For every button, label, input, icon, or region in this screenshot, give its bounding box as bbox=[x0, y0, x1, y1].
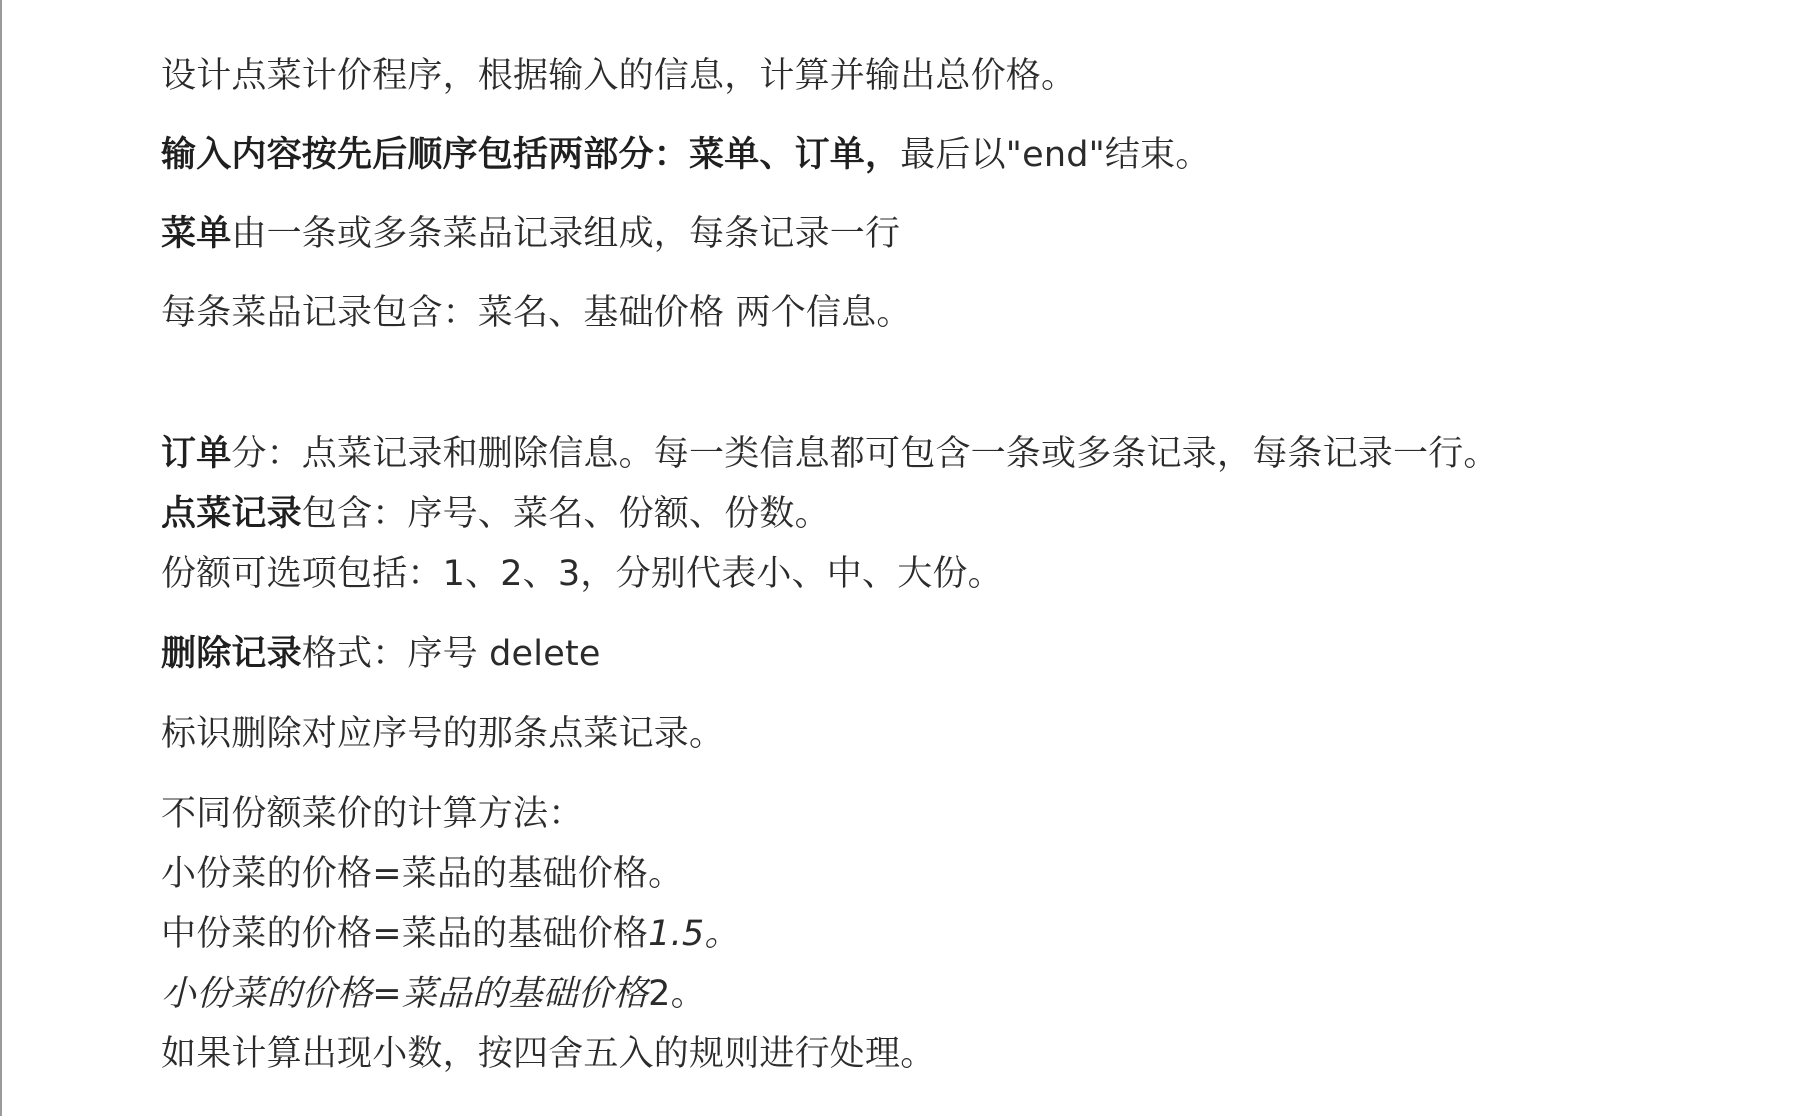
cut-off-next-line bbox=[161, 1100, 721, 1116]
paragraph-medium-price bbox=[161, 912, 740, 956]
order-bold: 订单 bbox=[161, 434, 232, 474]
order-text: 分：点菜记录和删除信息。每一类信息都可包含一条或多条记录，每条记录一行。 bbox=[231, 434, 1499, 474]
paragraph-large-price bbox=[161, 972, 706, 1016]
paragraph-order bbox=[161, 432, 1499, 476]
delete-record-bold: 删除记录 bbox=[161, 634, 302, 674]
menu-text: 由一条或多条菜品记录组成，每条记录一行 bbox=[231, 214, 901, 254]
order-record-text: 包含：序号、菜名、份额、份数。 bbox=[301, 494, 830, 534]
medium-price-text: 中份菜的价格=菜品的基础价格 bbox=[161, 914, 649, 954]
medium-price-italic: 1.5。 bbox=[648, 914, 740, 954]
menu-bold: 菜单 bbox=[161, 214, 232, 254]
paragraph-rounding: 如果计算出现小数，按四舍五入的规则进行处理。 bbox=[161, 1034, 936, 1074]
paragraph-price-method: 不同份额菜价的计算方法： bbox=[161, 794, 584, 834]
paragraph-menu bbox=[161, 212, 900, 256]
large-price-text: 2。 bbox=[648, 974, 706, 1014]
large-price-italic: 小份菜的价格=菜品的基础价格 bbox=[161, 974, 649, 1014]
paragraph-small-price: 小份菜的价格=菜品的基础价格。 bbox=[161, 854, 684, 894]
left-border-line bbox=[0, 0, 2, 1116]
input-structure-bold: 输入内容按先后顺序包括两部分：菜单、订单， bbox=[161, 135, 901, 175]
paragraph-intro: 设计点菜计价程序，根据输入的信息，计算并输出总价格。 bbox=[161, 56, 1077, 96]
paragraph-order-record bbox=[161, 492, 830, 536]
delete-record-text: 格式：序号 delete bbox=[301, 634, 601, 674]
document-content bbox=[161, 0, 1781, 1116]
input-structure-text: 最后以"end"结束。 bbox=[900, 135, 1211, 175]
paragraph-input-structure bbox=[161, 133, 1211, 177]
paragraph-portion-options: 份额可选项包括：1、2、3，分别代表小、中、大份。 bbox=[161, 554, 1003, 594]
paragraph-delete-explain: 标识删除对应序号的那条点菜记录。 bbox=[161, 714, 725, 754]
order-record-bold: 点菜记录 bbox=[161, 494, 302, 534]
paragraph-delete-record bbox=[161, 632, 601, 676]
paragraph-menu-record: 每条菜品记录包含：菜名、基础价格 两个信息。 bbox=[161, 293, 912, 333]
